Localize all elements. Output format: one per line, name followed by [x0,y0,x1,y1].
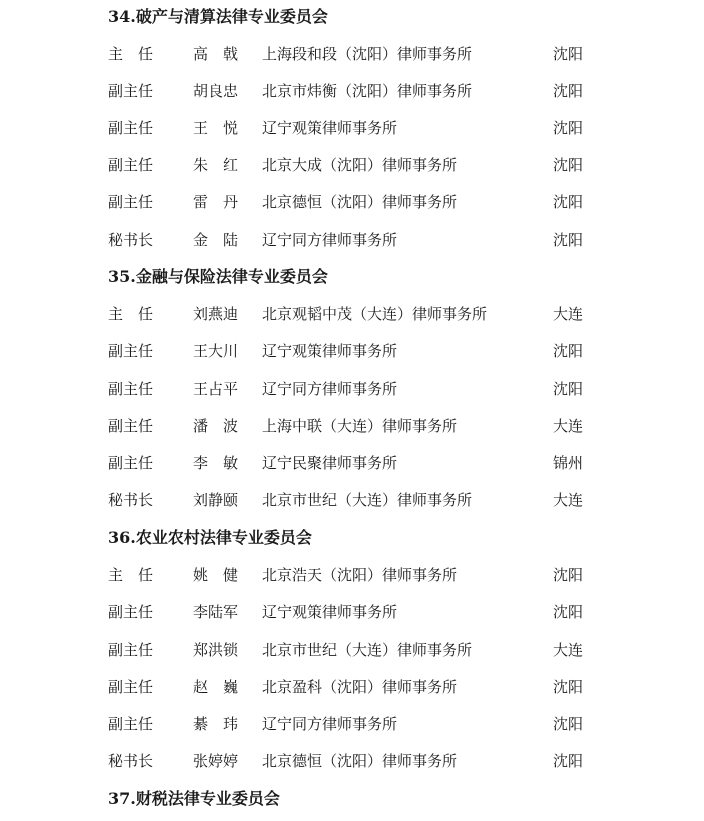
section-title: 35.金融与保险法律专业委员会 [108,267,328,286]
list-item [0,450,704,476]
law-firm: 上海中联（大连）律师事务所 [262,417,458,435]
list-item [0,152,704,178]
list-item [0,376,704,402]
member-name: 朱 红 [193,156,239,174]
law-firm: 北京盈科（沈阳）律师事务所 [262,678,458,696]
list-item [0,748,704,774]
role: 主 任 [108,566,154,584]
law-firm: 北京德恒（沈阳）律师事务所 [262,752,458,770]
law-firm: 北京市世纪（大连）律师事务所 [262,641,473,659]
city: 大连 [553,305,584,323]
role: 秘书长 [108,491,154,509]
member-name: 刘静颐 [193,491,239,509]
list-item [0,562,704,588]
law-firm: 辽宁民聚律师事务所 [262,454,398,472]
role: 副主任 [108,82,154,100]
member-name: 姚 健 [193,566,239,584]
law-firm: 北京大成（沈阳）律师事务所 [262,156,458,174]
role: 副主任 [108,417,154,435]
list-item [0,711,704,737]
law-firm: 辽宁同方律师事务所 [262,380,398,398]
city: 沈阳 [553,752,584,770]
role: 副主任 [108,380,154,398]
list-item [0,487,704,513]
city: 大连 [553,417,584,435]
law-firm: 辽宁同方律师事务所 [262,715,398,733]
role: 主 任 [108,45,154,63]
list-item [0,189,704,215]
role: 副主任 [108,342,154,360]
city: 沈阳 [553,119,584,137]
member-name: 潘 波 [193,417,239,435]
city: 锦州 [553,454,584,472]
city: 大连 [553,641,584,659]
member-name: 王 悦 [193,119,239,137]
role: 副主任 [108,193,154,211]
role: 秘书长 [108,752,154,770]
member-name: 张婷婷 [193,752,239,770]
list-item [0,674,704,700]
list-item [0,115,704,141]
member-name: 金 陆 [193,231,239,249]
city: 沈阳 [553,380,584,398]
list-item [0,227,704,253]
law-firm: 辽宁观策律师事务所 [262,342,398,360]
list-item [0,78,704,104]
member-name: 郑洪锁 [193,641,239,659]
role: 副主任 [108,715,154,733]
law-firm: 辽宁观策律师事务所 [262,119,398,137]
law-firm: 北京观韬中茂（大连）律师事务所 [262,305,488,323]
city: 沈阳 [553,231,584,249]
law-firm: 北京德恒（沈阳）律师事务所 [262,193,458,211]
list-item [0,413,704,439]
role: 主 任 [108,305,154,323]
city: 沈阳 [553,566,584,584]
city: 沈阳 [553,715,584,733]
city: 沈阳 [553,603,584,621]
member-name: 李 敏 [193,454,239,472]
role: 副主任 [108,119,154,137]
city: 沈阳 [553,156,584,174]
member-name: 王占平 [193,380,239,398]
section-title: 37.财税法律专业委员会 [108,789,280,808]
law-firm: 辽宁同方律师事务所 [262,231,398,249]
list-item [0,41,704,67]
city: 沈阳 [553,193,584,211]
law-firm: 北京市世纪（大连）律师事务所 [262,491,473,509]
role: 副主任 [108,641,154,659]
role: 副主任 [108,454,154,472]
list-item [0,338,704,364]
role: 副主任 [108,156,154,174]
member-name: 李陆军 [193,603,239,621]
law-firm: 上海段和段（沈阳）律师事务所 [262,45,473,63]
member-name: 王大川 [193,342,239,360]
city: 沈阳 [553,45,584,63]
city: 沈阳 [553,678,584,696]
role: 副主任 [108,603,154,621]
list-item [0,637,704,663]
city: 沈阳 [553,82,584,100]
city: 沈阳 [553,342,584,360]
role: 秘书长 [108,231,154,249]
list-item [0,599,704,625]
member-name: 高 戟 [193,45,239,63]
member-name: 胡良忠 [193,82,239,100]
section-title: 34.破产与清算法律专业委员会 [108,7,328,26]
section-title: 36.农业农村法律专业委员会 [108,528,312,547]
city: 大连 [553,491,584,509]
list-item [0,301,704,327]
member-name: 刘燕迪 [193,305,239,323]
law-firm: 北京市炜衡（沈阳）律师事务所 [262,82,473,100]
member-name: 赵 巍 [193,678,239,696]
member-name: 雷 丹 [193,193,239,211]
role: 副主任 [108,678,154,696]
law-firm: 北京浩天（沈阳）律师事务所 [262,566,458,584]
law-firm: 辽宁观策律师事务所 [262,603,398,621]
member-name: 綦 玮 [193,715,239,733]
